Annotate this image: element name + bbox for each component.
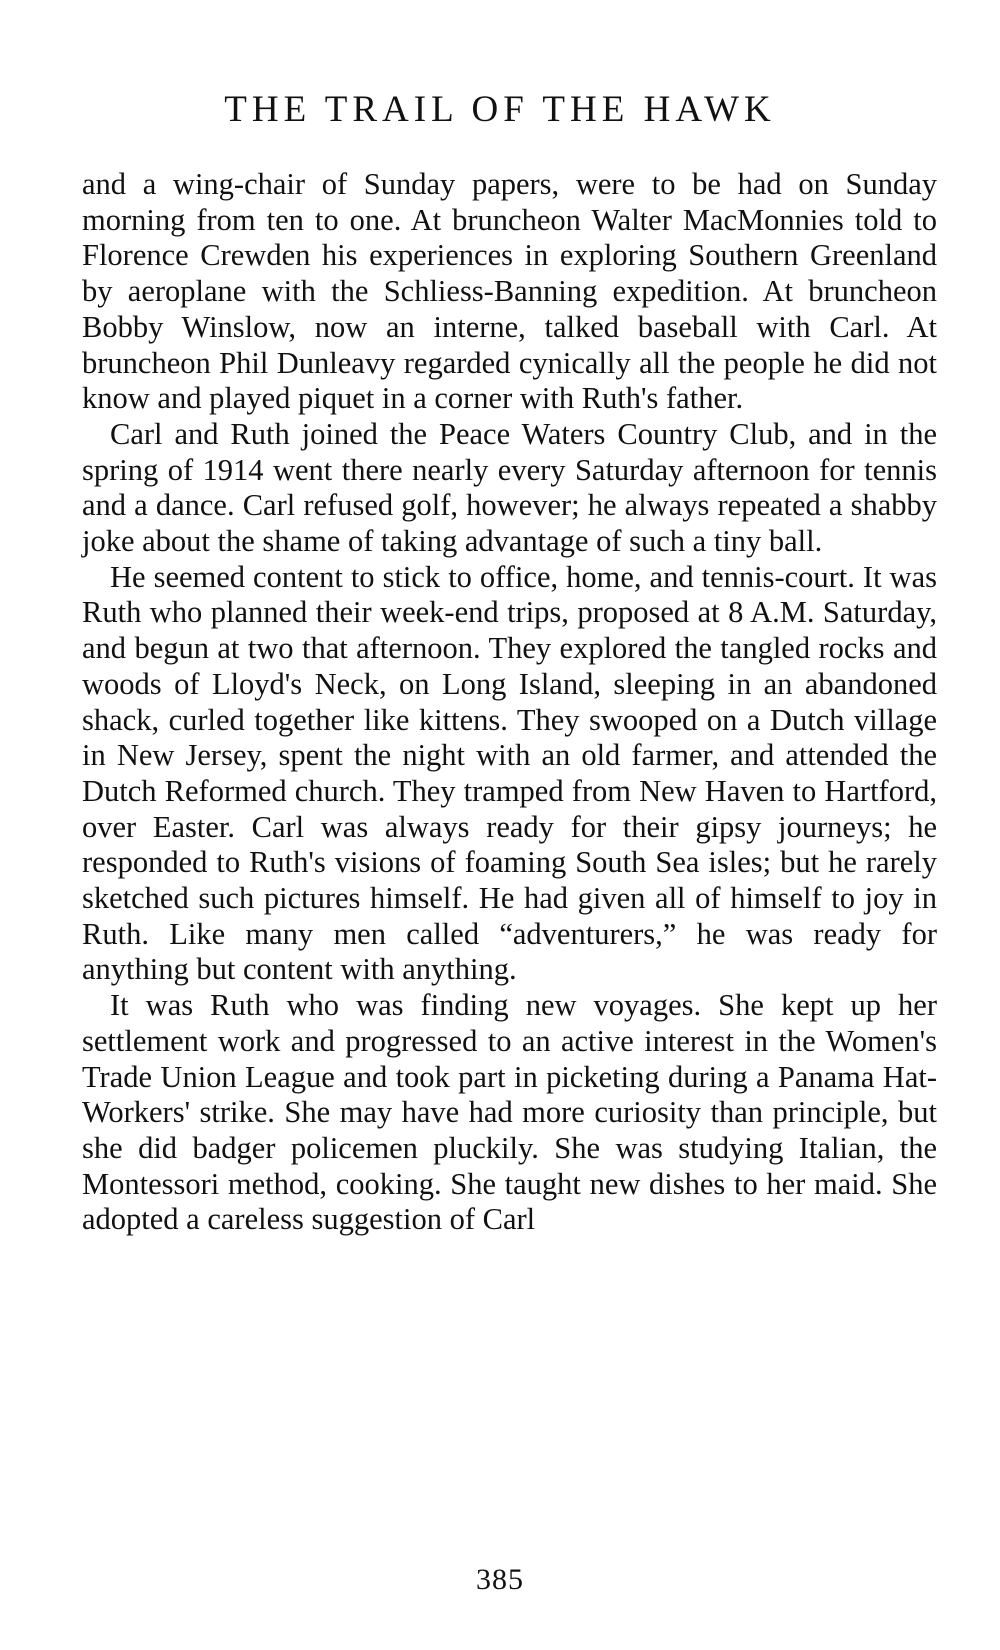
paragraph-1: and a wing-chair of Sunday papers, were to be had on Sunday morning from ten to one. At bruncheon Walter MacMonnies told to Florence Crewden his experiences in exploring Southern Greenland by aeroplane with the Schliess-Banning expedition. At bruncheon Bobby Winslow, now an interne, talked baseball with Carl. At bruncheon Phil Dunleavy regarded cynically all the people he did not know and played piquet in a corner with Ruth's father. xyxy=(82,167,937,416)
paragraph-3: He seemed content to stick to office, home, and tennis-court. It was Ruth who planned their week-end trips, proposed at 8 A.M. Saturday, and begun at two that afternoon. They explored the tangled rocks and woods of Lloyd's Neck, on Long Island, sleeping in an abandoned shack, curled together like kittens. They swooped on a Dutch village in New Jersey, spent the night with an old farmer, and attended the Dutch Reformed church. They tramped from New Haven to Hartford, over Easter. Carl was always ready for their gipsy journeys; he responded to Ruth's visions of foaming South Sea isles; but he rarely sketched such pictures himself. He had given all of himself to joy in Ruth. Like many men called “adventurers,” he was ready for anything but content with anything. xyxy=(82,559,937,987)
page-number: 385 xyxy=(476,1563,524,1596)
paragraph-2: Carl and Ruth joined the Peace Waters Country Club, and in the spring of 1914 went there nearly every Saturday afternoon for tennis and a dance. Carl refused golf, however; he always repeated a shabby joke about the shame of taking advantage of such a tiny ball. xyxy=(82,416,937,559)
body-text xyxy=(82,167,937,1238)
running-title: THE TRAIL OF THE HAWK xyxy=(224,89,776,130)
paragraph-4: It was Ruth who was finding new voyages. She kept up her settlement work and progressed to an active interest in the Women's Trade Union League and took part in picketing during a Panama Hat-Workers' strike. She may have had more curiosity than principle, but she did badger policemen pluckily. She was studying Italian, the Montessori method, cooking. She taught new dishes to her maid. She adopted a careless suggestion of Carl xyxy=(82,988,937,1237)
